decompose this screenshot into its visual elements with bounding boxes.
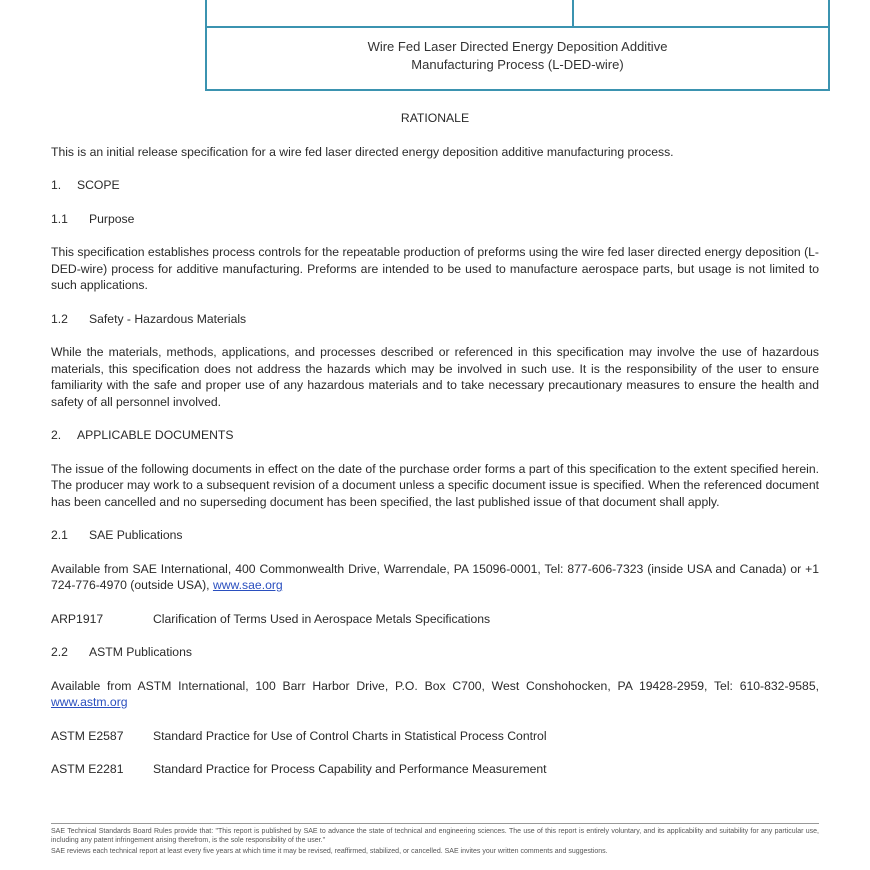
section-1-heading: [51, 177, 819, 194]
section-2-1-title: SAE Publications: [89, 528, 183, 542]
section-1-1-number: 1.1: [51, 211, 68, 226]
astm-website-link[interactable]: www.astm.org: [51, 695, 128, 709]
reference-astm-e2281: [51, 761, 819, 778]
section-1-2-title: Safety - Hazardous Materials: [89, 311, 247, 326]
title-line-2: Manufacturing Process (L-DED-wire): [411, 57, 624, 72]
section-2-title: APPLICABLE DOCUMENTS: [77, 428, 234, 442]
sae-website-link[interactable]: www.sae.org: [212, 578, 283, 592]
document-header-box: [205, 0, 830, 91]
title-line-1: Wire Fed Laser Directed Energy Deposition Additive: [367, 39, 668, 54]
section-2-heading: [51, 427, 819, 444]
reference-title: Clarification of Terms Used in Aerospace Metals Specifications: [153, 611, 491, 626]
footer-line-2: SAE reviews each technical report at least every five years at which time it may be revised, reaffirmed, stabilized, or cancelled. SAE invites your written comments and suggestions.: [51, 848, 608, 855]
footer-divider: [51, 823, 819, 824]
reference-arp1917: [51, 611, 819, 628]
reference-code: ASTM E2587: [51, 728, 124, 743]
section-2-2-heading: [51, 644, 819, 661]
section-1-title: SCOPE: [77, 178, 120, 192]
reference-title: Standard Practice for Use of Control Charts in Statistical Process Control: [153, 728, 547, 743]
section-1-2-heading: [51, 311, 819, 328]
section-2-1-number: 2.1: [51, 528, 68, 542]
section-2-text: The issue of the following documents in effect on the date of the purchase order forms a part of this specification to the extent specified herein. The producer may work to a subsequent revision of a document unless a specific document issue is specified. When the referenced document has been cancelled and no superseding document has been specified, the last published issue of that document shall apply.: [51, 461, 819, 509]
section-1-1-text: This specification establishes process controls for the repeatable production of preforms using the wire fed laser directed energy deposition (L-DED-wire) process for additive manufacturing. Preforms are intended to be used to manufacture aerospace parts, but usage is not limited to such applications.: [51, 245, 819, 292]
sae-address: Available from SAE International, 400 Commonwealth Drive, Warrendale, PA 15096-0001, Tel: 877-606-7323 (inside USA and Canada) or +1 724-776-4970 (outside USA),: [51, 561, 819, 592]
document-title: [207, 38, 828, 74]
rationale-text: This is an initial release specification for a wire fed laser directed energy deposition additive manufacturing process.: [51, 144, 674, 159]
header-divider: [572, 0, 574, 26]
reference-code: ASTM E2281: [51, 762, 124, 776]
reference-title: Standard Practice for Process Capability and Performance Measurement: [153, 762, 547, 776]
header-top-row: [207, 0, 828, 28]
astm-address: Available from ASTM International, 100 Barr Harbor Drive, P.O. Box C700, West Conshohocken, PA 19428-2959, Tel: 610-832-9585,: [51, 678, 819, 693]
section-1-1-title: Purpose: [89, 211, 135, 226]
section-1-number: 1.: [51, 178, 62, 192]
section-1-1-heading: [51, 211, 819, 228]
document-body: [51, 110, 819, 778]
footer-line-1: SAE Technical Standards Board Rules provide that: "This report is published by SAE to advance the state of technical and engineering sciences. The use of this report is entirely voluntary, and its applicability and suitability for any particular use, including any patent infringement arising therefrom, is the sole responsibility of the user.": [51, 828, 819, 844]
section-1-2-text: While the materials, methods, applications, and processes described or referenced in this specification may involve the use of hazardous materials, this specification does not address the hazards which may be involved in such use. It is the responsibility of the user to ensure familiarity with the safe and proper use of any hazardous materials and to take necessary precautionary measures to ensure the health and safety of all personnel involved.: [51, 345, 819, 409]
section-2-1-heading: [51, 527, 819, 544]
section-2-1-text: [51, 561, 819, 594]
rationale-heading: RATIONALE: [400, 111, 470, 125]
footer-notice: [51, 827, 819, 858]
reference-code: ARP1917: [51, 611, 104, 626]
section-2-number: 2.: [51, 428, 62, 442]
reference-astm-e2587: [51, 728, 819, 745]
section-2-2-title: ASTM Publications: [89, 645, 192, 659]
section-2-2-number: 2.2: [51, 645, 68, 659]
section-1-2-number: 1.2: [51, 311, 68, 326]
section-2-2-text: [51, 678, 819, 711]
